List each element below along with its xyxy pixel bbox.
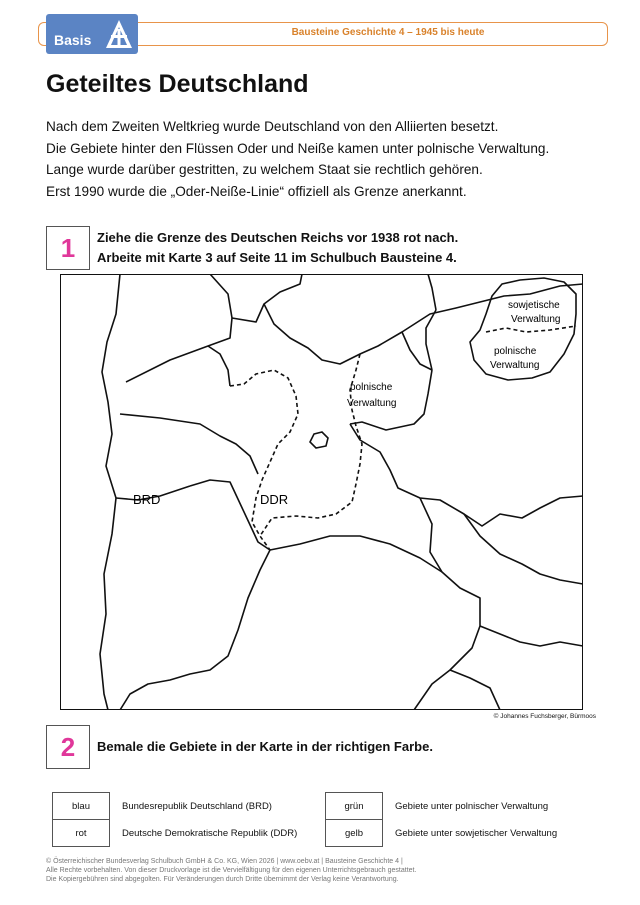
intro-text [46,116,606,202]
task-line: Ziehe die Grenze des Deutschen Reichs vor 1938 rot nach. [97,230,459,245]
map-label-soviet: sowjetische [508,300,560,311]
legend-description: Gebiete unter sowjetischer Verwaltung [395,827,558,839]
page-title: Geteiltes Deutschland [46,70,309,98]
task-number-box [46,725,90,769]
map-label-brd: BRD [133,492,161,507]
color-legend-left [52,792,299,847]
footer-line: Die Kopiergebühren sind abgegolten. Für Veränderungen durch Dritte übernimmt der Verlag keine Verantwortung. [46,876,399,883]
color-legend-right [325,792,559,847]
footer-line: © Österreichischer Bundesverlag Schulbuch GmbH & Co. KG, Wien 2026 | www.oebv.at | Bausteine Geschichte 4 | [46,858,403,865]
legend-row [53,793,299,820]
map-label-inset-polish: polnische [494,346,537,357]
intro-line: Nach dem Zweiten Weltkrieg wurde Deutschland von den Alliierten besetzt. [46,119,499,134]
legend-color: grün [326,793,383,820]
legend-description: Gebiete unter polnischer Verwaltung [395,800,549,812]
legend-description: Deutsche Demokratische Republik (DDR) [122,827,298,839]
breadcrumb: Bausteine Geschichte 4 – 1945 bis heute [291,27,485,38]
footer [46,857,466,884]
task-line: Arbeite mit Karte 3 auf Seite 11 im Schulbuch Bausteine 4. [97,250,457,265]
task-number: 2 [60,732,76,762]
legend-color: gelb [326,820,383,847]
legend-color: rot [53,820,110,847]
legend-row [53,820,299,847]
task-number: 1 [60,233,76,263]
task-number-box [46,226,90,270]
legend-row [326,820,559,847]
map-label-polish: Verwaltung [347,398,397,409]
map-label-inset-polish: Verwaltung [490,360,540,371]
logo-label: Basis [54,32,92,48]
germany-map [60,274,583,710]
intro-line: Die Gebiete hinter den Flüssen Oder und Neiße kamen unter polnische Verwaltung. [46,140,550,156]
task-line: Bemale die Gebiete in der Karte in der richtigen Farbe. [97,739,433,754]
task-2-text [97,737,433,757]
map-label-ddr: DDR [260,492,289,507]
basis-logo [46,14,138,54]
map-label-soviet: Verwaltung [511,314,561,325]
task-1-text [97,228,458,268]
footer-line: Alle Rechte vorbehalten. Von dieser Druckvorlage ist die Vervielfältigung für den eigenen Unterrichtsgebrauch gestattet. [46,867,417,874]
legend-row [326,793,559,820]
legend-color: blau [53,793,110,820]
map-credit: © Johannes Fuchsberger, Bürmoos [493,713,596,720]
intro-line: Erst 1990 wurde die „Oder-Neiße-Linie“ offiziell als Grenze anerkannt. [46,183,467,199]
legend-description: Bundesrepublik Deutschland (BRD) [122,800,272,812]
intro-line: Lange wurde darüber gestritten, zu welchem Staat sie rechtlich gehören. [46,162,483,177]
map-label-polish: polnische [350,382,393,393]
triangle-icon [104,18,134,50]
